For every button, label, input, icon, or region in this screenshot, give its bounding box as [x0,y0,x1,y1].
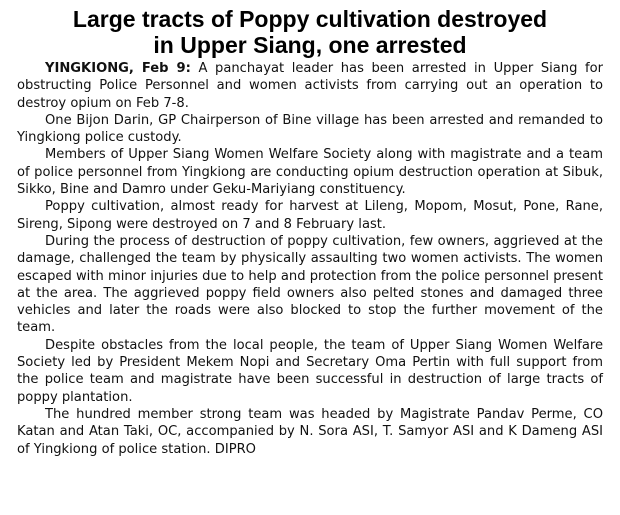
body-paragraph: Members of Upper Siang Women Welfare Society along with magistrate and a team of police personnel from Yingkiong are conducting opium destruction operation at Sibuk, Sikko, Bine and Damro under Geku-Mariyiang constituency. [17,147,603,198]
body-paragraph: Despite obstacles from the local people, the team of Upper Siang Women Welfare Society led by President Mekem Nopi and Secretary Oma Pertin with full support from the police team and magistrate have been successful in destruction of large tracts of poppy plantation. [17,337,603,405]
article-body [17,60,603,458]
body-paragraph: The hundred member strong team was headed by Magistrate Pandav Perme, CO Katan and Atan Taki, OC, accompanied by N. Sora ASI, T. Samyor ASI and K Dameng ASI of Yingkiong of police station. DIPRO [17,406,603,457]
lead-text: A panchayat leader has been arrested in Upper Siang for obstructing Police Personnel and women activists from carrying out an operation to destroy opium on Feb 7-8. [17,61,603,111]
article-headline [17,6,603,58]
headline-line-2: in Upper Siang, one arrested [153,32,467,58]
headline-line-1: Large tracts of Poppy cultivation destroyed [72,6,548,32]
body-paragraph: Poppy cultivation, almost ready for harvest at Lileng, Mopom, Mosut, Pone, Rane, Sireng, Sipong were destroyed on 7 and 8 February last. [17,199,603,232]
body-paragraph: One Bijon Darin, GP Chairperson of Bine village has been arrested and remanded to Yingkiong police custody. [17,112,603,146]
lead-paragraph [17,60,603,112]
body-paragraph: During the process of destruction of poppy cultivation, few owners, aggrieved at the damage, challenged the team by physically assaulting two women activists. The women escaped with minor injuries due to help and protection from the police personnel present at the area. The aggrieved poppy field owners also pelted stones and damaged three vehicles and later the roads were also blocked to stop the further movement of the team. [17,233,603,336]
dateline: YINGKIONG, Feb 9: [45,61,191,76]
